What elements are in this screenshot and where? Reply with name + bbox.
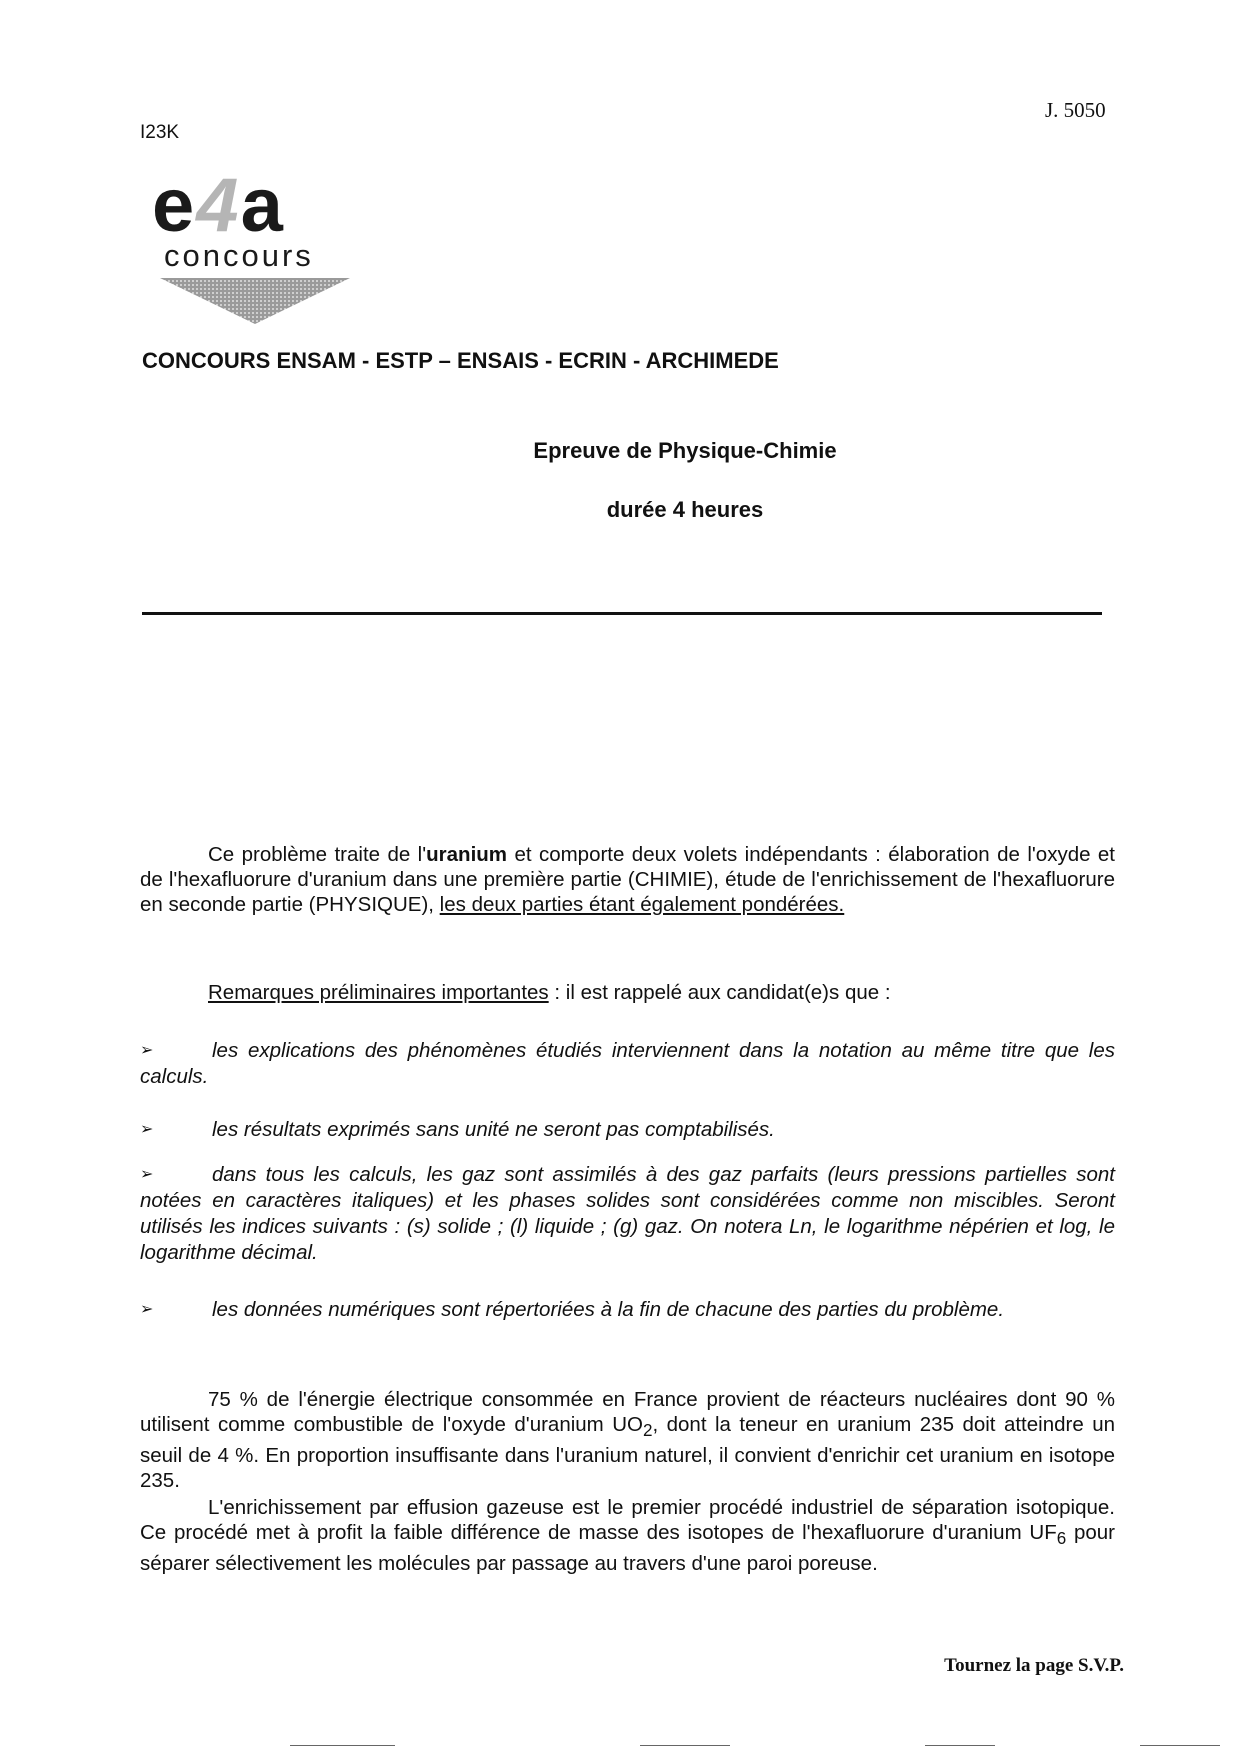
body-p1-text-a: 75 % de l'énergie électrique consommée en France provient de réacteurs nucléaires dont 90 % utilisent comme combustible de l'oxyde d'uranium UO — [140, 1388, 1115, 1436]
remarques-line — [140, 980, 1115, 1005]
exam-code-right: J. 5050 — [1045, 98, 1106, 122]
logo-concours: concours — [164, 238, 314, 273]
title-rule — [142, 612, 1102, 615]
body-p2-subscript: 6 — [1056, 1529, 1067, 1549]
scan-artifact-line — [290, 1745, 395, 1746]
bullet-arrow-icon: ➢ — [140, 1121, 154, 1138]
logo-letters — [152, 163, 285, 248]
intro-bold-uranium: uranium — [426, 843, 508, 866]
intro-underlined: les deux parties étant également pondérées. — [439, 893, 845, 916]
logo-a: a — [240, 163, 285, 248]
logo-four: 4 — [196, 163, 241, 248]
bullet-item — [140, 1162, 1115, 1266]
duree-title: durée 4 heures — [606, 497, 764, 522]
bullet-arrow-icon: ➢ — [140, 1301, 154, 1318]
intro-text-1: Ce problème traite de l' — [208, 843, 427, 866]
exam-code-left: I23K — [140, 122, 180, 143]
concours-title: CONCOURS ENSAM - ESTP – ENSAIS - ECRIN - ARCHIMEDE — [142, 348, 779, 373]
body-p2-text-b: pour séparer sélectivement les molécules par passage au travers d'une paroi poreuse. — [140, 1521, 1115, 1576]
body-paragraph-1 — [140, 1387, 1115, 1493]
bullet-text: les résultats exprimés sans unité ne seront pas comptabilisés. — [212, 1118, 775, 1141]
bullet-arrow-icon: ➢ — [140, 1166, 154, 1183]
bullet-item — [140, 1297, 1115, 1323]
body-paragraph-2 — [140, 1495, 1115, 1576]
bullet-item — [140, 1117, 1115, 1143]
body-p1-subscript: 2 — [642, 1421, 653, 1441]
bullet-text: les données numériques sont répertoriées à la fin de chacune des parties du problème. — [212, 1298, 1005, 1321]
epreuve-title: Epreuve de Physique-Chimie — [533, 438, 837, 463]
logo-e: e — [152, 163, 197, 248]
scan-artifact-line — [1140, 1745, 1220, 1746]
footer-turn-page: Tournez la page S.V.P. — [944, 1655, 1124, 1676]
scan-artifact-line — [640, 1745, 730, 1746]
remarques-label: Remarques préliminaires importantes — [208, 981, 549, 1004]
body-p1-text-b: , dont la teneur en uranium 235 doit atteindre un seuil de 4 %. En proportion insuffisante dans l'uranium naturel, il convient d'enrichir cet uranium en isotope 235. — [140, 1413, 1115, 1493]
body-p2-text-a: L'enrichissement par effusion gazeuse est le premier procédé industriel de séparation isotopique. Ce procédé met à profit la faible différence de masse des isotopes de l'hexafluorure d'uranium UF — [140, 1496, 1115, 1544]
e4a-logo — [152, 163, 362, 328]
bullet-text: dans tous les calculs, les gaz sont assimilés à des gaz parfaits (leurs pressions partielles sont notées en caractères italiques) et les phases solides sont considérées comme non miscibles. Seront utilisés les indices suivants : (s) solide ; (l) liquide ; (g) gaz. On notera Ln, le logarithme népérien et log, le logarithme décimal. — [140, 1163, 1115, 1264]
scan-artifact-line — [925, 1745, 995, 1746]
remarques-rest: : il est rappelé aux candidat(e)s que : — [548, 981, 891, 1004]
intro-text-2: et comporte deux volets indépendants : élaboration de l'oxyde et de l'hexafluorure d'uranium dans une première partie (CHIMIE), étude de l'enrichissement de l'hexafluorure en seconde partie (PHYSIQUE), — [140, 843, 1116, 916]
intro-paragraph — [140, 842, 1115, 917]
bullet-text: les explications des phénomènes étudiés interviennent dans la notation au même titre que les calculs. — [140, 1039, 1115, 1088]
bullet-arrow-icon: ➢ — [140, 1042, 154, 1059]
logo-chevron-icon — [160, 276, 350, 326]
bullet-item — [140, 1038, 1115, 1090]
